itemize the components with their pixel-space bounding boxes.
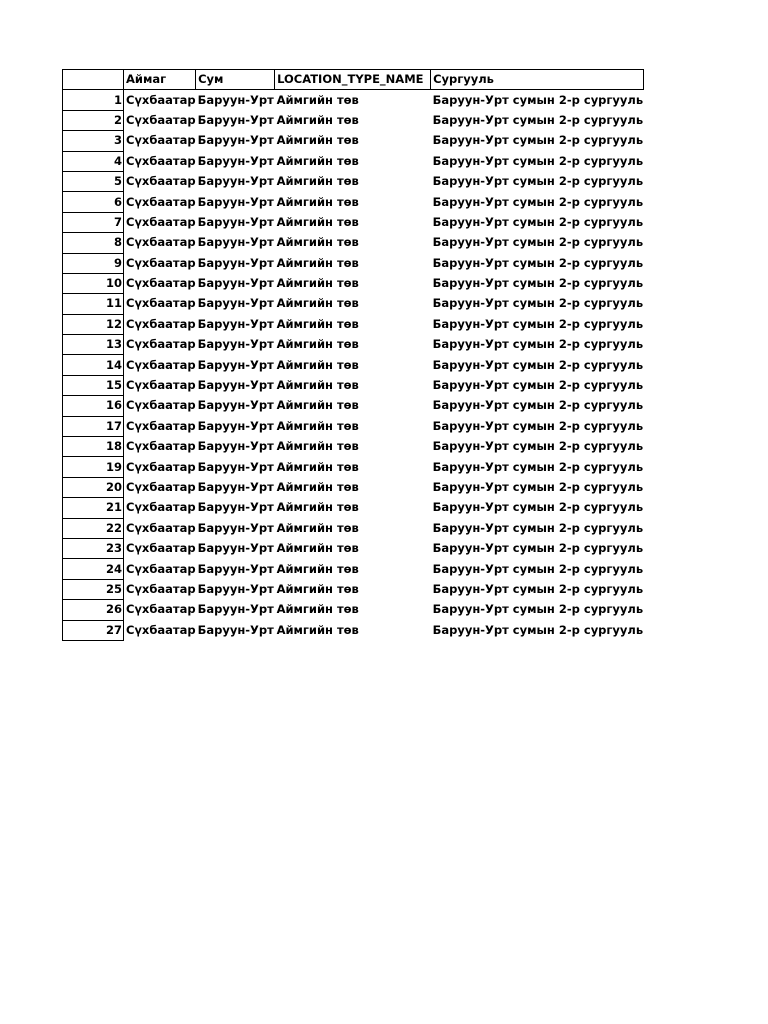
- data-table: [62, 69, 644, 641]
- school-cell: Баруун-Урт сумын 2-р сургууль: [432, 92, 644, 107]
- school-cell: Баруун-Урт сумын 2-р сургууль: [432, 112, 644, 127]
- table-row: [63, 212, 644, 232]
- school-cell: Баруун-Урт сумын 2-р сургууль: [432, 541, 644, 556]
- sum-cell: Баруун-Урт: [197, 480, 274, 494]
- sum-cell: Баруун-Урт: [197, 194, 274, 209]
- aimag-cell: Сүхбаатар: [126, 276, 196, 291]
- location-type-cell: Аймгийн төв: [276, 337, 359, 352]
- aimag-cell: Сүхбаатар: [126, 255, 196, 270]
- sum-cell: Баруун-Урт: [197, 541, 274, 556]
- aimag-cell: Сүхбаатар: [126, 112, 196, 127]
- location-type-cell: Аймгийн төв: [276, 398, 359, 413]
- aimag-cell: Сүхбаатар: [126, 378, 196, 393]
- row-index: 5: [63, 171, 124, 191]
- row-index: 14: [63, 355, 124, 375]
- location-type-cell: Аймгийн төв: [276, 112, 359, 127]
- location-type-cell: Аймгийн төв: [276, 214, 359, 229]
- table-row: [63, 437, 644, 457]
- table-row: [63, 110, 644, 130]
- row-index: 13: [63, 335, 124, 355]
- table-body: [63, 90, 644, 641]
- table-row: [63, 314, 644, 334]
- sum-cell: Баруун-Урт: [197, 602, 274, 617]
- row-index: 23: [63, 538, 124, 558]
- school-cell: Баруун-Урт сумын 2-р сургууль: [432, 581, 644, 596]
- sum-cell: Баруун-Урт: [197, 418, 274, 433]
- school-cell: Баруун-Урт сумын 2-р сургууль: [432, 378, 644, 393]
- location-type-cell: Аймгийн төв: [276, 255, 359, 270]
- row-index: 1: [63, 90, 124, 110]
- sum-cell: Баруун-Урт: [197, 357, 274, 372]
- table-row: [63, 131, 644, 151]
- sum-cell: Баруун-Урт: [197, 255, 274, 270]
- aimag-cell: Сүхбаатар: [126, 418, 196, 433]
- row-index: 11: [63, 294, 124, 314]
- aimag-cell: Сүхбаатар: [126, 561, 196, 576]
- table-row: [63, 335, 644, 355]
- aimag-cell: Сүхбаатар: [126, 194, 196, 209]
- sum-cell: Баруун-Урт: [197, 378, 274, 393]
- location-type-cell: Аймгийн төв: [276, 459, 359, 474]
- row-index: 24: [63, 559, 124, 579]
- aimag-cell: Сүхбаатар: [126, 153, 196, 168]
- spreadsheet: [62, 69, 644, 641]
- school-cell: Баруун-Урт сумын 2-р сургууль: [432, 500, 644, 515]
- sum-cell: Баруун-Урт: [197, 459, 274, 474]
- location-type-cell: Аймгийн төв: [276, 153, 359, 168]
- sum-cell: Баруун-Урт: [197, 276, 274, 291]
- school-cell: Баруун-Урт сумын 2-р сургууль: [432, 255, 644, 270]
- location-type-cell: Аймгийн төв: [276, 276, 359, 291]
- row-index: 8: [63, 233, 124, 253]
- table-row: [63, 518, 644, 538]
- school-cell: Баруун-Урт сумын 2-р сургууль: [432, 133, 644, 148]
- table-row: [63, 538, 644, 558]
- row-index: 18: [63, 437, 124, 457]
- aimag-cell: Сүхбаатар: [126, 133, 196, 148]
- location-type-cell: Аймгийн төв: [276, 602, 359, 617]
- aimag-cell: Сүхбаатар: [126, 541, 196, 556]
- school-cell: Баруун-Урт сумын 2-р сургууль: [432, 276, 644, 291]
- aimag-cell: Сүхбаатар: [126, 459, 196, 474]
- school-cell: Баруун-Урт сумын 2-р сургууль: [432, 357, 644, 372]
- sum-cell: Баруун-Урт: [197, 133, 274, 148]
- school-cell: Баруун-Урт сумын 2-р сургууль: [432, 459, 644, 474]
- header-sum: Сум: [196, 70, 275, 90]
- aimag-cell: Сүхбаатар: [126, 316, 196, 331]
- sum-cell: Баруун-Урт: [197, 500, 274, 515]
- location-type-cell: Аймгийн төв: [276, 581, 359, 596]
- school-cell: Баруун-Урт сумын 2-р сургууль: [432, 235, 644, 250]
- location-type-cell: Аймгийн төв: [276, 316, 359, 331]
- row-index: 4: [63, 151, 124, 171]
- row-index: 16: [63, 396, 124, 416]
- sum-cell: Баруун-Урт: [197, 214, 274, 229]
- table-row: [63, 477, 644, 497]
- location-type-cell: Аймгийн төв: [276, 418, 359, 433]
- school-cell: Баруун-Урт сумын 2-р сургууль: [432, 214, 644, 229]
- row-index: 27: [63, 620, 124, 640]
- row-index: 6: [63, 192, 124, 212]
- school-cell: Баруун-Урт сумын 2-р сургууль: [432, 561, 644, 576]
- row-index: 20: [63, 477, 124, 497]
- table-row: [63, 233, 644, 253]
- sum-cell: Баруун-Урт: [197, 398, 274, 413]
- aimag-cell: Сүхбаатар: [126, 520, 196, 535]
- row-index: 3: [63, 131, 124, 151]
- header-school: Сургууль: [431, 70, 644, 90]
- location-type-cell: Аймгийн төв: [276, 480, 359, 494]
- sum-cell: Баруун-Урт: [197, 316, 274, 331]
- table-row: [63, 151, 644, 171]
- aimag-cell: Сүхбаатар: [126, 622, 196, 637]
- aimag-cell: Сүхбаатар: [126, 480, 196, 494]
- school-cell: Баруун-Урт сумын 2-р сургууль: [432, 337, 644, 352]
- aimag-cell: Сүхбаатар: [126, 337, 196, 352]
- sum-cell: Баруун-Урт: [197, 520, 274, 535]
- table-row: [63, 600, 644, 620]
- aimag-cell: Сүхбаатар: [126, 214, 196, 229]
- sum-cell: Баруун-Урт: [197, 439, 274, 454]
- school-cell: Баруун-Урт сумын 2-р сургууль: [432, 398, 644, 413]
- row-index: 17: [63, 416, 124, 436]
- row-index: 19: [63, 457, 124, 477]
- sum-cell: Баруун-Урт: [197, 581, 274, 596]
- table-row: [63, 253, 644, 273]
- row-index: 22: [63, 518, 124, 538]
- school-cell: Баруун-Урт сумын 2-р сургууль: [432, 153, 644, 168]
- sum-cell: Баруун-Урт: [197, 622, 274, 637]
- table-row: [63, 457, 644, 477]
- location-type-cell: Аймгийн төв: [276, 520, 359, 535]
- location-type-cell: Аймгийн төв: [276, 296, 359, 311]
- table-row: [63, 355, 644, 375]
- aimag-cell: Сүхбаатар: [126, 581, 196, 596]
- sum-cell: Баруун-Урт: [197, 337, 274, 352]
- location-type-cell: Аймгийн төв: [276, 92, 359, 107]
- location-type-cell: Аймгийн төв: [276, 561, 359, 576]
- table-row: [63, 192, 644, 212]
- location-type-cell: Аймгийн төв: [276, 194, 359, 209]
- row-index: 10: [63, 273, 124, 293]
- school-cell: Баруун-Урт сумын 2-р сургууль: [432, 194, 644, 209]
- aimag-cell: Сүхбаатар: [126, 174, 196, 189]
- aimag-cell: Сүхбаатар: [126, 398, 196, 413]
- table-row: [63, 294, 644, 314]
- location-type-cell: Аймгийн төв: [276, 500, 359, 515]
- location-type-cell: Аймгийн төв: [276, 357, 359, 372]
- table-row: [63, 171, 644, 191]
- aimag-cell: Сүхбаатар: [126, 92, 196, 107]
- aimag-cell: Сүхбаатар: [126, 357, 196, 372]
- school-cell: Баруун-Урт сумын 2-р сургууль: [432, 439, 644, 454]
- sum-cell: Баруун-Урт: [197, 561, 274, 576]
- location-type-cell: Аймгийн төв: [276, 235, 359, 250]
- aimag-cell: Сүхбаатар: [126, 235, 196, 250]
- table-row: [63, 396, 644, 416]
- row-index: 25: [63, 579, 124, 599]
- row-index: 15: [63, 375, 124, 395]
- sum-cell: Баруун-Урт: [197, 153, 274, 168]
- school-cell: Баруун-Урт сумын 2-р сургууль: [432, 602, 644, 617]
- header-location-type: LOCATION_TYPE_NAME: [275, 70, 431, 90]
- school-cell: Баруун-Урт сумын 2-р сургууль: [432, 622, 644, 637]
- row-index: 26: [63, 600, 124, 620]
- school-cell: Баруун-Урт сумын 2-р сургууль: [432, 296, 644, 311]
- aimag-cell: Сүхбаатар: [126, 296, 196, 311]
- location-type-cell: Аймгийн төв: [276, 378, 359, 393]
- sum-cell: Баруун-Урт: [197, 92, 274, 107]
- sum-cell: Баруун-Урт: [197, 112, 274, 127]
- table-row: [63, 273, 644, 293]
- location-type-cell: Аймгийн төв: [276, 541, 359, 556]
- table-row: [63, 416, 644, 436]
- header-index: [63, 70, 124, 90]
- location-type-cell: Аймгийн төв: [276, 133, 359, 148]
- aimag-cell: Сүхбаатар: [126, 439, 196, 454]
- row-index: 12: [63, 314, 124, 334]
- location-type-cell: Аймгийн төв: [276, 622, 359, 637]
- row-index: 21: [63, 498, 124, 518]
- aimag-cell: Сүхбаатар: [126, 602, 196, 617]
- location-type-cell: Аймгийн төв: [276, 439, 359, 454]
- table-row: [63, 559, 644, 579]
- table-row: [63, 579, 644, 599]
- table-row: [63, 620, 644, 640]
- row-index: 2: [63, 110, 124, 130]
- table-row: [63, 375, 644, 395]
- table-row: [63, 90, 644, 110]
- sum-cell: Баруун-Урт: [197, 235, 274, 250]
- row-index: 7: [63, 212, 124, 232]
- row-index: 9: [63, 253, 124, 273]
- aimag-cell: Сүхбаатар: [126, 500, 196, 515]
- school-cell: Баруун-Урт сумын 2-р сургууль: [432, 316, 644, 331]
- sum-cell: Баруун-Урт: [197, 296, 274, 311]
- table-row: [63, 498, 644, 518]
- school-cell: Баруун-Урт сумын 2-р сургууль: [432, 418, 644, 433]
- header-row: [63, 70, 644, 90]
- school-cell: Баруун-Урт сумын 2-р сургууль: [432, 174, 644, 189]
- header-aimag: Аймаг: [124, 70, 196, 90]
- school-cell: Баруун-Урт сумын 2-р сургууль: [432, 520, 644, 535]
- sum-cell: Баруун-Урт: [197, 174, 274, 189]
- school-cell: Баруун-Урт сумын 2-р сургууль: [432, 480, 644, 494]
- location-type-cell: Аймгийн төв: [276, 174, 359, 189]
